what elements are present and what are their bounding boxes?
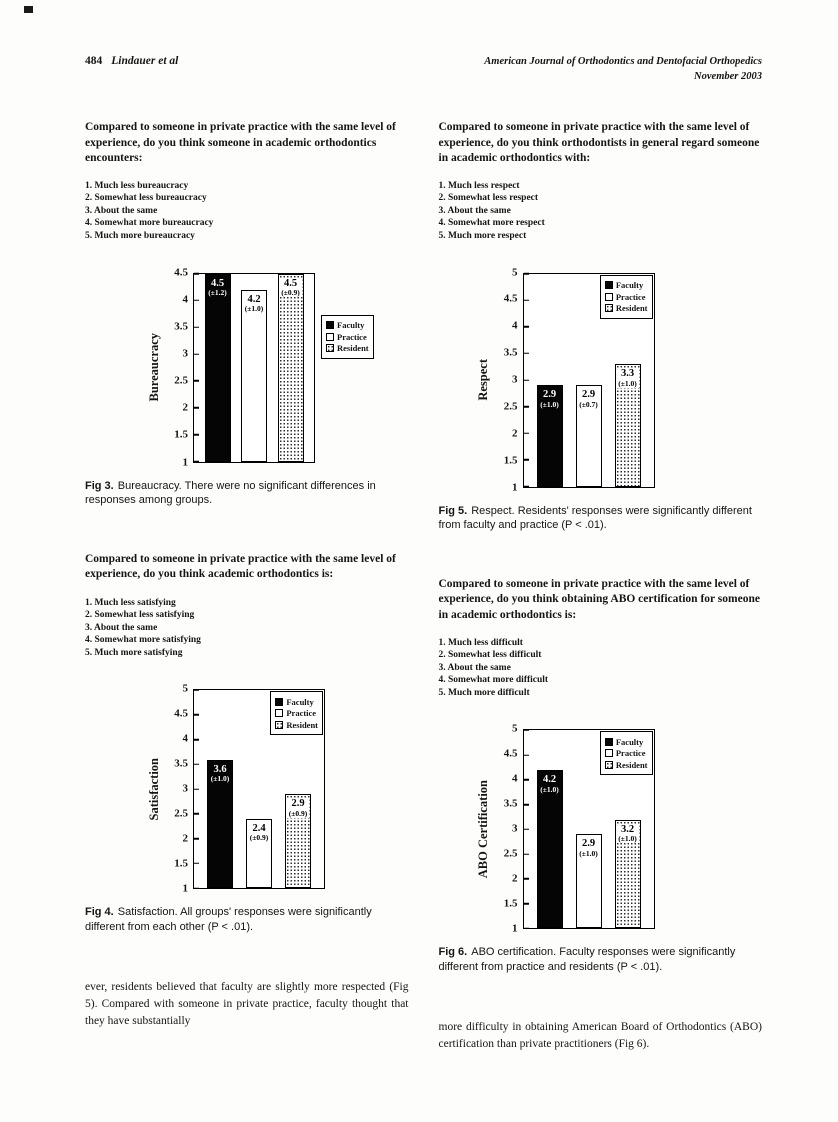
- y-tick-label: 1: [182, 456, 188, 469]
- legend-label: Practice: [615, 291, 646, 302]
- answer-option: 3. About the same: [438, 205, 511, 216]
- authors: Lindauer et al: [111, 55, 179, 67]
- answer-option: 3. About the same: [85, 622, 158, 633]
- y-tick-mark: [524, 273, 529, 275]
- journal-title: American Journal of Orthodontics and Dentofacial Orthopedics: [484, 56, 762, 67]
- y-tick-mark: [194, 380, 199, 382]
- y-tick-label: 4: [512, 772, 518, 785]
- y-tick-label: 3.5: [174, 320, 188, 333]
- answer-option: 5. Much more respect: [438, 231, 527, 242]
- bar-practice: [576, 834, 602, 928]
- y-axis-title: [145, 689, 163, 889]
- y-tick-mark: [194, 353, 199, 355]
- answer-option: 2. Somewhat less satisfying: [85, 610, 195, 621]
- answer-options-bureaucracy: [85, 180, 409, 243]
- legend-entry: [605, 280, 648, 290]
- y-tick-mark: [194, 813, 199, 815]
- y-tick-mark: [194, 461, 199, 463]
- bureaucracy-chart: [145, 266, 409, 469]
- legend-swatch: [326, 344, 334, 352]
- bar-practice: [246, 819, 272, 888]
- bar-value-label: 2.9 (±1.0): [579, 838, 598, 858]
- figure-6-block: [439, 577, 763, 975]
- y-tick-mark: [524, 379, 529, 381]
- y-axis: [493, 722, 523, 935]
- answer-option: 1. Much less respect: [438, 180, 520, 191]
- y-axis: [493, 266, 523, 494]
- y-axis-title-text: Respect: [476, 359, 490, 401]
- chart-legend: [600, 275, 653, 319]
- legend-label: Faculty: [615, 736, 644, 747]
- chart-legend: [600, 731, 653, 775]
- y-tick-mark: [524, 326, 529, 328]
- legend-label: Practice: [615, 748, 646, 759]
- y-tick-label: 2.5: [174, 374, 188, 387]
- legend-label: Resident: [337, 343, 369, 354]
- y-tick-label: 3.5: [174, 757, 188, 770]
- running-head-left: [85, 55, 178, 67]
- plot-wrap: [523, 729, 655, 929]
- y-tick-label: 1: [512, 922, 518, 935]
- bar-practice: [576, 385, 602, 486]
- bar-value-label: 3.6 (±1.0): [210, 763, 230, 784]
- legend-swatch: [605, 304, 613, 312]
- y-tick-label: 1: [182, 882, 188, 895]
- right-column: [439, 120, 763, 1053]
- figure-6-caption-label: Fig 6.: [438, 946, 468, 959]
- plot-wrap: [193, 273, 315, 463]
- y-axis-title: [475, 273, 493, 488]
- satisfaction-chart: [145, 682, 409, 895]
- figure-5-block: [439, 120, 763, 533]
- respect-chart: [475, 266, 763, 494]
- answer-option: 5. Much more difficult: [438, 687, 530, 698]
- y-tick-label: 2.5: [503, 847, 518, 860]
- legend-label: Resident: [615, 303, 648, 314]
- y-tick-label: 4: [182, 293, 188, 306]
- bar-resident: [285, 794, 311, 888]
- legend-entry: [605, 303, 648, 313]
- figure-4-caption-text: Satisfaction. All groups' responses were significantly different from each other (P < .01).: [85, 906, 372, 934]
- y-axis-title: [475, 729, 493, 929]
- survey-question-respect: Compared to someone in private practice with the same level of experience, do you think orthodontists in general regard someone in academic orthodontics with:: [438, 121, 760, 164]
- y-tick-mark: [524, 406, 529, 408]
- y-tick-mark: [194, 764, 199, 766]
- figure-4-caption-label: Fig 4.: [85, 906, 114, 919]
- y-axis-title: [145, 273, 163, 463]
- y-tick-mark: [194, 689, 199, 691]
- legend-label: Faculty: [286, 696, 314, 707]
- y-tick-mark: [524, 730, 529, 732]
- bar-value-label: 3.2 (±1.0): [618, 823, 637, 844]
- y-tick-mark: [524, 433, 529, 435]
- answer-option: 2. Somewhat less difficult: [438, 650, 542, 661]
- answer-option: 2. Somewhat less respect: [438, 193, 539, 204]
- answer-option: 4. Somewhat more bureaucracy: [85, 218, 214, 229]
- y-tick-label: 4.5: [174, 707, 188, 720]
- y-tick-mark: [524, 754, 529, 756]
- legend-label: Faculty: [337, 320, 365, 331]
- y-tick-mark: [194, 788, 199, 790]
- plot-area: [193, 273, 315, 463]
- bar-value-label: 2.9 (±1.0): [540, 389, 559, 409]
- bar-value-label: 2.9 (±0.9): [288, 798, 308, 818]
- figure-4-block: [85, 552, 409, 935]
- y-tick-mark: [194, 434, 199, 436]
- y-tick-label: 2: [512, 872, 518, 885]
- legend-entry: [326, 320, 369, 330]
- legend-swatch: [605, 749, 613, 757]
- chart-legend: [270, 691, 323, 735]
- bar-faculty: [205, 274, 231, 462]
- bar-value-label: 3.3 (±1.0): [618, 368, 637, 388]
- bar-value-label: 4.5 (±1.2): [208, 277, 227, 298]
- abo-certification-chart: [475, 722, 763, 935]
- bar-value-label: 4.5 (±0.9): [281, 277, 300, 298]
- y-tick-label: 4: [182, 732, 188, 745]
- answer-option: 4. Somewhat more satisfying: [85, 635, 201, 646]
- y-tick-mark: [194, 327, 199, 329]
- figure-5-caption-label: Fig 5.: [438, 504, 468, 517]
- survey-question-bureaucracy: Compared to someone in private practice with the same level of experience, do you think someone in academic orthodontics encounters:: [85, 121, 396, 164]
- legend-label: Resident: [615, 759, 648, 770]
- y-tick-mark: [194, 407, 199, 409]
- running-head-right: [484, 55, 762, 84]
- legend-entry: [275, 720, 318, 730]
- legend-entry: [605, 292, 648, 302]
- y-tick-mark: [524, 804, 529, 806]
- legend-entry: [605, 737, 648, 747]
- y-axis-title-text: ABO Certification: [476, 780, 490, 879]
- y-tick-mark: [194, 739, 199, 741]
- bar-value-label: 2.9 (±0.7): [579, 389, 598, 409]
- legend-entry: [275, 708, 318, 718]
- y-tick-mark: [194, 887, 199, 889]
- y-tick-mark: [194, 714, 199, 716]
- chart-legend: [321, 315, 374, 359]
- y-axis-title-text: Satisfaction: [146, 757, 161, 821]
- answer-option: 4. Somewhat more difficult: [438, 675, 549, 686]
- y-tick-label: 3: [182, 347, 188, 360]
- legend-swatch: [605, 761, 613, 769]
- y-axis: [163, 682, 193, 895]
- legend-swatch: [605, 738, 613, 746]
- answer-option: 5. Much more bureaucracy: [85, 231, 195, 242]
- figure-3-caption-label: Fig 3.: [85, 479, 114, 492]
- survey-question-satisfaction: Compared to someone in private practice with the same level of experience, do you think academic orthodontics is:: [85, 553, 396, 581]
- y-tick-label: 2: [182, 401, 188, 414]
- y-tick-mark: [524, 928, 529, 930]
- answer-options-satisfaction: [85, 597, 409, 660]
- y-tick-mark: [524, 486, 529, 488]
- answer-option: 1. Much less difficult: [438, 637, 523, 648]
- y-tick-mark: [524, 878, 529, 880]
- y-tick-mark: [524, 299, 529, 301]
- y-tick-label: 1: [512, 481, 518, 494]
- bar-resident: [615, 364, 641, 486]
- figure-5-caption-text: Respect. Residents' responses were significantly different from faculty and practice (P < .01).: [438, 504, 752, 532]
- page-number: 484: [85, 55, 103, 67]
- bar-faculty: [207, 760, 233, 889]
- y-tick-mark: [524, 353, 529, 355]
- answer-option: 5. Much more satisfying: [85, 647, 183, 658]
- y-tick-label: 2: [512, 427, 518, 440]
- figure-4-caption: [85, 905, 409, 935]
- left-column: [85, 120, 409, 1053]
- bar-practice: [241, 290, 267, 462]
- answer-option: 1. Much less satisfying: [85, 597, 176, 608]
- legend-swatch: [275, 709, 283, 717]
- answer-option: 1. Much less bureaucracy: [85, 180, 189, 191]
- bar-resident: [615, 820, 641, 929]
- figure-3-block: [85, 120, 409, 508]
- y-tick-label: 3.5: [503, 797, 518, 810]
- bar-resident: [278, 274, 304, 462]
- two-column-layout: [85, 120, 762, 1053]
- y-tick-label: 5: [512, 266, 518, 279]
- y-tick-mark: [194, 863, 199, 865]
- y-tick-mark: [194, 300, 199, 302]
- y-tick-mark: [524, 459, 529, 461]
- y-tick-label: 1.5: [503, 897, 518, 910]
- figure-3-caption: [85, 479, 409, 509]
- y-tick-mark: [524, 779, 529, 781]
- y-tick-label: 3: [512, 822, 518, 835]
- legend-label: Practice: [337, 331, 367, 342]
- journal-issue-date: November 2003: [694, 70, 762, 82]
- y-tick-label: 5: [512, 722, 518, 735]
- bar-faculty: [537, 770, 563, 928]
- survey-question-abo: Compared to someone in private practice with the same level of experience, do you think obtaining ABO certification for someone in academic orthodontics is:: [438, 578, 760, 621]
- legend-entry: [326, 332, 369, 342]
- scan-artifact: [24, 6, 33, 13]
- answer-option: 2. Somewhat less bureaucracy: [85, 193, 207, 204]
- legend-entry: [326, 343, 369, 353]
- y-tick-label: 2.5: [174, 807, 188, 820]
- y-tick-mark: [524, 903, 529, 905]
- answer-option: 3. About the same: [85, 205, 158, 216]
- y-tick-label: 5: [182, 682, 188, 695]
- bar-value-label: 4.2 (±1.0): [244, 293, 264, 314]
- legend-entry: [605, 748, 648, 758]
- y-tick-mark: [524, 829, 529, 831]
- figure-6-caption: [439, 945, 763, 975]
- y-tick-label: 1.5: [174, 428, 188, 441]
- legend-label: Faculty: [615, 280, 644, 291]
- figure-5-caption: [439, 504, 763, 534]
- y-tick-label: 3: [512, 373, 518, 386]
- y-axis-title-text: Bureaucracy: [146, 333, 161, 402]
- legend-entry: [275, 697, 318, 707]
- bar-value-label: 2.4 (±0.9): [249, 822, 269, 843]
- y-tick-label: 1.5: [174, 857, 188, 870]
- plot-wrap: [523, 273, 655, 488]
- y-tick-label: 3.5: [503, 346, 518, 359]
- answer-option: 3. About the same: [438, 662, 511, 673]
- page-header: [85, 55, 762, 84]
- y-tick-label: 4.5: [174, 266, 188, 279]
- body-text-right: more difficulty in obtaining American Board of Orthodontics (ABO) certification than private practitioners (Fig 6).: [438, 1021, 762, 1051]
- legend-label: Practice: [286, 708, 317, 719]
- answer-options-respect: [439, 180, 763, 243]
- answer-option: 4. Somewhat more respect: [438, 218, 545, 229]
- legend-swatch: [275, 721, 283, 729]
- y-tick-label: 1.5: [503, 454, 518, 467]
- y-tick-label: 3: [182, 782, 188, 795]
- y-tick-mark: [194, 838, 199, 840]
- legend-swatch: [275, 698, 283, 706]
- answer-options-abo: [439, 637, 763, 700]
- y-tick-mark: [524, 853, 529, 855]
- bar-faculty: [537, 385, 563, 486]
- legend-swatch: [605, 293, 613, 301]
- bar-value-label: 4.2 (±1.0): [540, 774, 559, 794]
- y-axis: [163, 266, 193, 469]
- y-tick-label: 2: [182, 832, 188, 845]
- legend-swatch: [326, 333, 334, 341]
- plot-wrap: [193, 689, 325, 889]
- body-text-left: ever, residents believed that faculty are slightly more respected (Fig 5). Compared with someone in private practice, faculty thought that they have substantially: [85, 980, 409, 1028]
- figure-3-caption-text: Bureaucracy. There were no significant differences in responses among groups.: [85, 479, 376, 507]
- legend-swatch: [605, 281, 613, 289]
- y-tick-label: 2.5: [503, 400, 518, 413]
- y-tick-label: 4.5: [503, 292, 518, 305]
- y-tick-mark: [194, 273, 199, 275]
- legend-label: Resident: [286, 719, 318, 730]
- y-tick-label: 4: [512, 319, 518, 332]
- legend-swatch: [326, 321, 334, 329]
- legend-entry: [605, 760, 648, 770]
- y-tick-label: 4.5: [503, 747, 518, 760]
- figure-6-caption-text: ABO certification. Faculty responses were significantly different from practice and residents (P < .01).: [438, 946, 736, 974]
